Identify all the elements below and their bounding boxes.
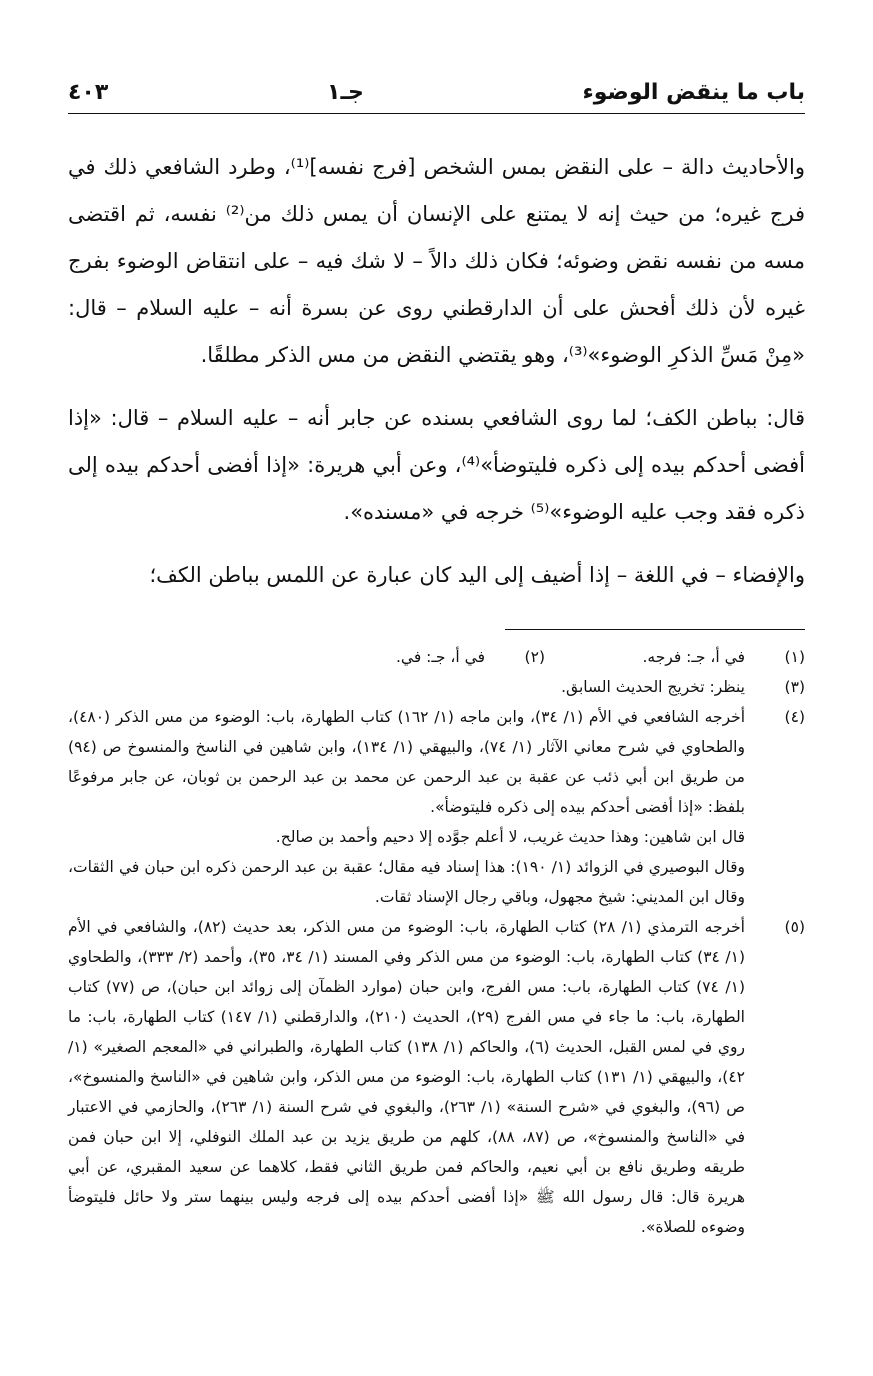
footnote-2 bbox=[285, 642, 545, 672]
footnotes bbox=[68, 642, 805, 1242]
footnote-1 bbox=[545, 642, 805, 672]
footnote-number: (١) bbox=[784, 648, 805, 666]
paragraph-3: والإفضاء – في اللغة – إذا أضيف إلى اليد كان عبارة عن اللمس بباطن الكف؛ bbox=[149, 563, 805, 587]
running-header bbox=[68, 80, 805, 114]
footnote-number: (٢) bbox=[524, 648, 545, 666]
footnote-separator bbox=[505, 629, 805, 630]
footnote-text: في أ، جـ: فرجه. bbox=[642, 648, 745, 666]
footnote-number: (٣) bbox=[784, 678, 805, 696]
footnote-number: (٥) bbox=[784, 918, 805, 936]
chapter-title: باب ما ينقض الوضوء bbox=[582, 80, 805, 105]
footnote-text: أخرجه الشافعي في الأم (١/ ٣٤)، وابن ماجه (١/ ١٦٢) كتاب الطهارة، باب: الوضوء من مس الذكر (٤٨٠)، والطحاوي في شرح معاني الآثار (١/ ٧٤)، والبيهقي (١/ ١٣٤)، وابن شاهين في الناسخ والمنسوخ ص (٩٤) من طريق ابن أبي ذئب عن عقبة بن عبد الرحمن عن محمد بن عبد الرحمن بن ثوبان، عن جابر مرفوعًا بلفظ: «إذا أفضى أحدكم بيده إلى ذكره فليتوضأ». bbox=[68, 708, 746, 816]
footnote-text: ينظر: تخريج الحديث السابق. bbox=[561, 678, 745, 696]
footnote-4-comment-2: وقال البوصيري في الزوائد (١/ ١٩٠): هذا إسناد فيه مقال؛ عقبة بن عبد الرحمن ذكره ابن حبان في الثقات، وقال ابن المديني: شيخ مجهول، وباقي رجال الإسناد ثقات. bbox=[68, 858, 745, 906]
page-number: ٤٠٣ bbox=[68, 80, 109, 105]
footnote-text: أخرجه الترمذي (١/ ٢٨) كتاب الطهارة، باب: الوضوء من مس الذكر، بعد حديث (٨٢)، والشافعي في الأم (١/ ٣٤) كتاب الطهارة، باب: الوضوء من مس الذكر وفي المسند (١/ ٣٤، ٣٥)، وأحمد (٢/ ٣٣٣)، والطحاوي (١/ ٧٤) كتاب الطهارة، باب: مس الفرج، وابن حبان (موارد الظمآن إلى زوائد ابن حبان)، ص (٧٧) كتاب الطهارة، باب: ما جاء في مس الفرج (٢٩)، الحديث (٢١٠)، والدارقطني (١/ ١٤٧) كتاب الطهارة، باب: ما روي في لمس القبل، الحديث (٦)، والحاكم (١/ ١٣٨) كتاب الطهارة، والطبراني في «المعجم الصغير» (١/ ٤٢)، والبيهقي (١/ ١٣١) كتاب الطهارة، باب: الوضوء من مس الذكر، وابن شاهين في «الناسخ والمنسوخ»، ص (٩٦)، والبغوي في «شرح السنة» (١/ ٢٦٣)، والبغوي في شرح السنة (١/ ٢٦٣)، والحازمي في الاعتبار في «الناسخ والمنسوخ»، ص (٨٧، ٨٨)، كلهم من طريق يزيد بن عبد الملك النوفلي، إلا ابن حبان فمن طريقه وطريق نافع بن أبي نعيم، والحاكم فمن طريق الثاني فقط، كلاهما عن سعيد المقبري، عن أبي هريرة قال: قال رسول الله ﷺ «إذا أفضى أحدكم بيده إلى فرجه وليس بينهما ستر ولا حائل فليتوضأ وضوءه للصلاة». bbox=[68, 918, 746, 1236]
footnote-5 bbox=[68, 912, 805, 1242]
footnote-number: (٤) bbox=[784, 708, 805, 726]
volume-label: جـ١ bbox=[327, 80, 364, 105]
footnote-text: في أ، جـ: في. bbox=[395, 648, 485, 666]
footnote-row-1-2 bbox=[68, 642, 805, 672]
main-text bbox=[68, 144, 805, 599]
paragraph-2: قال: بباطن الكف؛ لما روى الشافعي بسنده عن جابر أنه – عليه السلام – قال: «إذا أفضى أحدكم بيده إلى ذكره فليتوضأ»⁽⁴⁾، وعن أبي هريرة: «إذا أفضى أحدكم بيده إلى ذكره فقد وجب عليه الوضوء»⁽⁵⁾ خرجه في «مسنده». bbox=[68, 406, 805, 524]
footnote-3 bbox=[68, 672, 805, 702]
footnote-4 bbox=[68, 702, 805, 822]
paragraph-1: والأحاديث دالة – على النقض بمس الشخص [فرج نفسه]⁽¹⁾، وطرد الشافعي ذلك في فرج غيره؛ من حيث إنه لا يمتنع على الإنسان أن يمس ذلك من⁽²⁾ نفسه، ثم اقتضى مسه من نفسه نقض وضوئه؛ فكان ذلك دالاً – لا شك فيه – على انتقاض الوضوء بفرج غيره لأن ذلك أفحش على أن الدارقطني روى عن بسرة أنه – عليه السلام – قال: «مِنْ مَسِّ الذكرِ الوضوء»⁽³⁾، وهو يقتضي النقض من مس الذكر مطلقًا. bbox=[68, 155, 806, 367]
footnote-4-comment-1: قال ابن شاهين: وهذا حديث غريب، لا أعلم جوَّده إلا دحيم وأحمد بن صالح. bbox=[275, 828, 745, 846]
